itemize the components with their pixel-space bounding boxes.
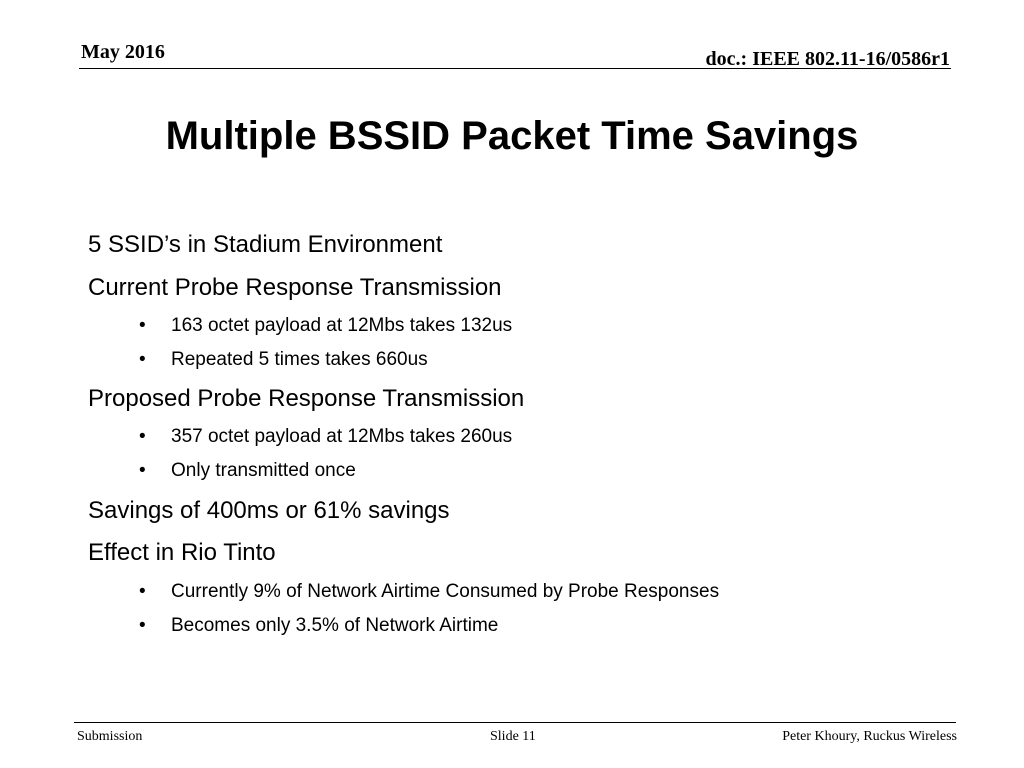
sub-item-becomes: Becomes only 3.5% of Network Airtime [171, 615, 499, 636]
bullet-icon: • [139, 349, 146, 370]
sub-item-proposed-once: Only transmitted once [171, 460, 356, 481]
body-item-current-probe: Current Probe Response Transmission [88, 274, 502, 301]
bullet-icon: • [139, 426, 146, 447]
footer-slide-number: Slide 11 [490, 729, 536, 744]
body-item-proposed-probe: Proposed Probe Response Transmission [88, 385, 525, 412]
sub-item-current-repeated: Repeated 5 times takes 660us [171, 349, 428, 370]
body-item-rio-tinto: Effect in Rio Tinto [88, 539, 276, 566]
bullet-icon: • [139, 315, 146, 336]
header-date: May 2016 [81, 41, 165, 63]
sub-item-proposed-payload: 357 octet payload at 12Mbs takes 260us [171, 426, 513, 447]
footer-divider [74, 722, 956, 723]
body-item-savings: Savings of 400ms or 61% savings [88, 497, 450, 524]
bullet-icon: • [139, 615, 146, 636]
bullet-icon: • [139, 460, 146, 481]
footer-author: Peter Khoury, Ruckus Wireless [782, 729, 957, 744]
slide-title: Multiple BSSID Packet Time Savings [165, 114, 859, 158]
body-item-ssids: 5 SSID’s in Stadium Environment [88, 231, 443, 258]
sub-item-current-payload: 163 octet payload at 12Mbs takes 132us [171, 315, 513, 336]
header-doc-id: doc.: IEEE 802.11-16/0586r1 [705, 48, 950, 70]
footer-submission: Submission [77, 729, 143, 744]
sub-item-currently-consumed: Currently 9% of Network Airtime Consumed by Probe Responses [171, 581, 720, 602]
bullet-icon: • [139, 581, 146, 602]
